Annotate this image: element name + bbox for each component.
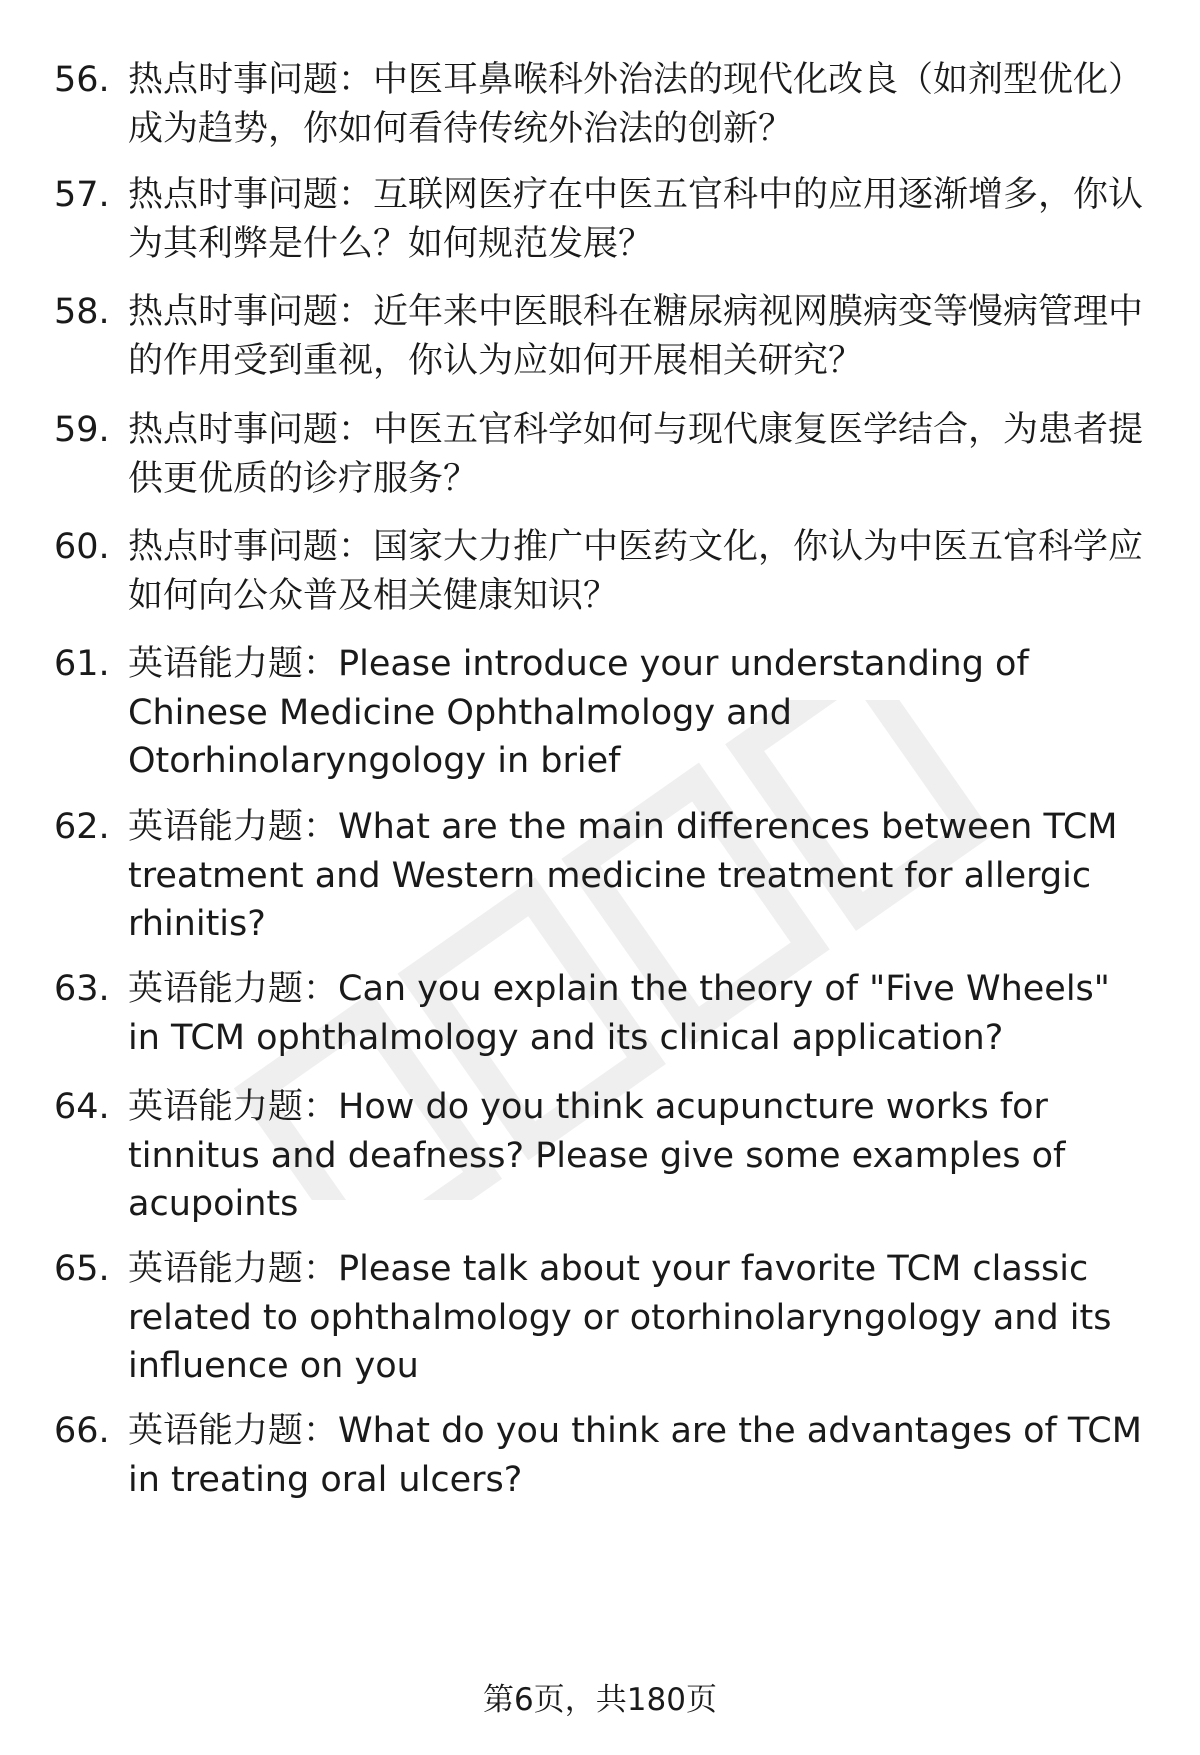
question-number: 61.	[54, 644, 110, 684]
question-item	[54, 1083, 1164, 1229]
question-number: 66.	[54, 1411, 110, 1451]
question-number: 58.	[54, 292, 110, 332]
question-item	[54, 523, 1164, 620]
question-number: 64.	[54, 1087, 110, 1127]
question-text: 热点时事问题：互联网医疗在中医五官科中的应用逐渐增多，你认为其利弊是什么？如何规范发展？	[128, 175, 1144, 264]
question-text: 热点时事问题：中医耳鼻喉科外治法的现代化改良（如剂型优化）成为趋势，你如何看待传统外治法的创新？	[128, 60, 1144, 149]
page-footer	[0, 1680, 1200, 1720]
question-text: 热点时事问题：国家大力推广中医药文化，你认为中医五官科学应如何向公众普及相关健康知识？	[128, 527, 1144, 616]
question-text: 英语能力题：How do you think acupuncture works for tinnitus and deafness? Please give some examples of acupoints	[128, 1087, 1066, 1224]
question-item	[54, 288, 1164, 385]
question-number: 57.	[54, 175, 110, 215]
question-item	[54, 1245, 1164, 1391]
question-item	[54, 965, 1164, 1062]
question-item	[54, 803, 1164, 949]
page-number-label: 第6页，共180页	[483, 1682, 717, 1718]
question-number: 65.	[54, 1249, 110, 1289]
question-item	[54, 1407, 1164, 1504]
question-text: 英语能力题：What are the main differences between TCM treatment and Western medicine treatment for allergic rhinitis?	[128, 807, 1118, 944]
question-number: 56.	[54, 60, 110, 100]
question-number: 59.	[54, 410, 110, 450]
question-number: 60.	[54, 527, 110, 567]
question-text: 热点时事问题：中医五官科学如何与现代康复医学结合，为患者提供更优质的诊疗服务？	[128, 410, 1144, 499]
question-text: 热点时事问题：近年来中医眼科在糖尿病视网膜病变等慢病管理中的作用受到重视，你认为应如何开展相关研究？	[128, 292, 1144, 381]
question-number: 62.	[54, 807, 110, 847]
question-item	[54, 56, 1164, 153]
question-number: 63.	[54, 969, 110, 1009]
question-item	[54, 171, 1164, 268]
question-item	[54, 406, 1164, 503]
question-text: 英语能力题：What do you think are the advantages of TCM in treating oral ulcers?	[128, 1411, 1142, 1500]
question-text: 英语能力题：Please talk about your favorite TCM classic related to ophthalmology or otorhinolaryngology and its influence on you	[128, 1249, 1112, 1386]
question-text: 英语能力题：Can you explain the theory of "Five Wheels" in TCM ophthalmology and its clinical application?	[128, 969, 1110, 1058]
question-item	[54, 640, 1164, 786]
question-text: 英语能力题：Please introduce your understanding of Chinese Medicine Ophthalmology and Otorhinolaryngology in brief	[128, 644, 1029, 781]
